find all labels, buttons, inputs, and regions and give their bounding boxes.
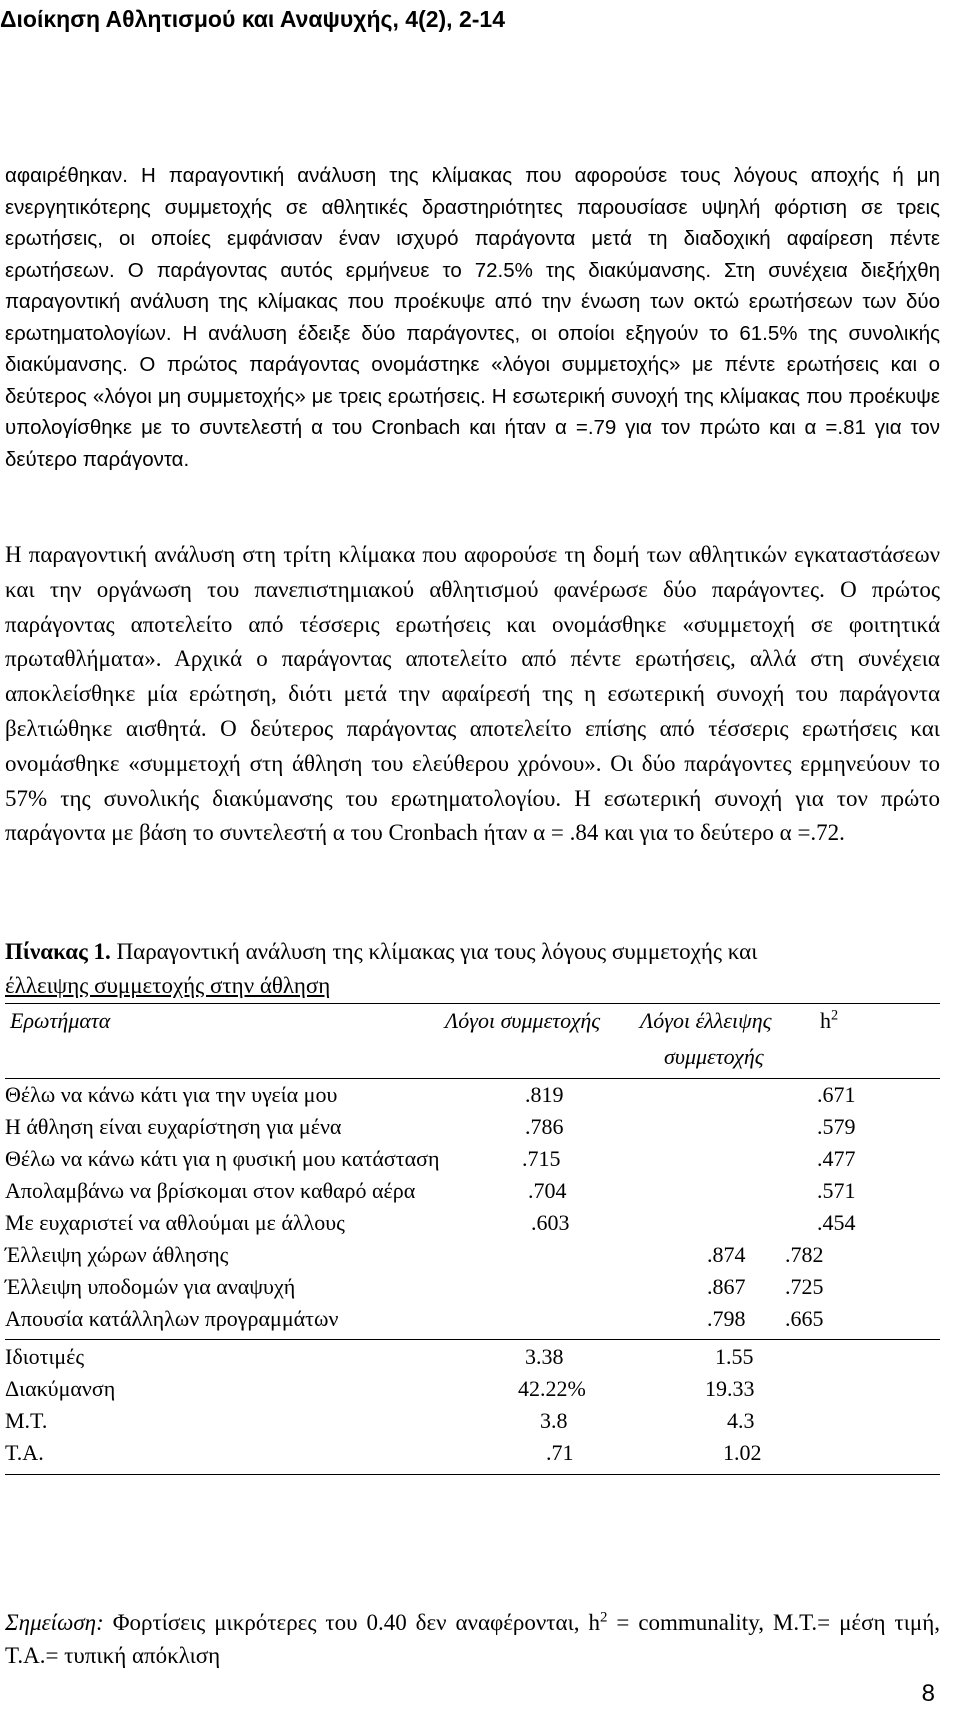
stats-label: Διακύμανση <box>5 1376 116 1401</box>
row-loading-lack: .798 <box>707 1306 746 1331</box>
stats-value-2: 4.3 <box>727 1408 755 1433</box>
table-row <box>5 1082 940 1114</box>
row-question: Έλλειψη χώρων άθλησης <box>5 1242 229 1267</box>
header-h-sup: 2 <box>831 1007 839 1024</box>
stats-label: Τ.Α. <box>5 1440 44 1465</box>
table-top-rule <box>5 1003 940 1004</box>
page-number: 8 <box>921 1680 935 1707</box>
table-caption-label: Πίνακας 1. <box>5 939 111 964</box>
stats-value-1: .71 <box>546 1440 574 1465</box>
row-loading-participation: .603 <box>531 1210 570 1235</box>
row-question: Η άθληση είναι ευχαρίστηση για μένα <box>5 1114 342 1139</box>
row-communality: .671 <box>817 1082 856 1107</box>
row-question: Θέλω να κάνω κάτι για την υγεία μου <box>5 1082 338 1107</box>
row-question: Έλλειψη υποδομών για αναψυχή <box>5 1274 296 1299</box>
stats-value-1: 42.22% <box>518 1376 586 1401</box>
stats-row <box>5 1376 940 1408</box>
journal-header: Διοίκηση Αθλητισμού και Αναψυχής, 4(2), 2-14 <box>0 6 506 32</box>
table-row <box>5 1242 940 1274</box>
note-label: Σημείωση: <box>5 1610 104 1635</box>
header-h: h <box>820 1008 831 1033</box>
table-caption-text-2: έλλειψης συμμετοχής στην άθληση <box>5 973 331 998</box>
note-sup: 2 <box>599 1609 608 1626</box>
stats-value-2: 1.55 <box>715 1344 754 1369</box>
stats-row <box>5 1344 940 1376</box>
note-text-b: = communality, Μ.Τ.= μέση τιμή, Τ.Α.= τυπική απόκλιση <box>5 1610 941 1668</box>
stats-row <box>5 1440 940 1472</box>
table-row <box>5 1210 940 1242</box>
header-participation: Λόγοι συμμετοχής <box>445 1008 601 1033</box>
paragraph-2: Η παραγοντική ανάλυση στη τρίτη κλίμακα που αφορούσε τη δομή των αθλητικών εγκαταστάσεων και την οργάνωση του πανεπιστημιακού αθλητισμού φανέρωσε δύο παράγοντες. Ο πρώτος παράγοντας αποτελείτο από τέσσερις ερωτήσεις και ονομάσθηκε «συμμετοχή σε φοιτητικά πρωταθλήματα». Αρχικά ο παράγοντας αποτελείτο από πέντε ερωτήσεις, αλλά στη συνέχεια αποκλείσθηκε μία ερώτηση, διότι μετά την αφαίρεσή της η εσωτερική συνοχή του παράγοντα βελτιώθηκε αισθητά. Ο δεύτερος παράγοντας αποτελείτο επίσης από τέσσερις ερωτήσεις και ονομάσθηκε «συμμετοχή στη άθληση του ελεύθερου χρόνου». Οι δύο παράγοντες ερμηνεύουν το 57% της συνολικής διακύμανσης του ερωτηματολογίου. Η εσωτερική συνοχή για τον πρώτο παράγοντα με βάση το συντελεστή α του Cronbach ήταν α = .84 και για το δεύτερο α =.72. <box>5 542 940 846</box>
table-row <box>5 1178 940 1210</box>
stats-value-1: 3.38 <box>525 1344 564 1369</box>
table-mid-rule <box>5 1339 940 1340</box>
note-text-a: Φορτίσεις μικρότερες του 0.40 δεν αναφέρονται, h <box>112 1610 600 1635</box>
row-communality: .571 <box>817 1178 856 1203</box>
header-lack-line1: Λόγοι έλλειψης <box>640 1008 772 1033</box>
row-loading-lack: .867 <box>707 1274 746 1299</box>
header-questions: Ερωτήματα <box>10 1008 111 1033</box>
table-row <box>5 1274 940 1306</box>
row-communality: .579 <box>817 1114 856 1139</box>
paragraph-1: αφαιρέθηκαν. Η παραγοντική ανάλυση της κλίμακας που αφορούσε τους λόγους αποχής ή μη ενεργητικότερης συμμετοχής σε αθλητικές δραστηριότητες παρουσίασε υψηλή φόρτιση σε τρεις ερωτήσεις, οι οποίες εμφάνισαν έναν ισχυρό παράγοντα μετά τη διαδοχική αφαίρεση πέντε ερωτήσεων. Ο παράγοντας αυτός ερμήνευε το 72.5% της διακύμανσης. Στη συνέχεια διεξήχθη παραγοντική ανάλυση της κλίμακας που προέκυψε από την ένωση των οκτώ ερωτήσεων των δύο ερωτηματολογίων. Η ανάλυση έδειξε δύο παράγοντες, οι οποίοι εξηγούν το 61.5% της συνολικής διακύμανσης. Ο πρώτος παράγοντας ονομάστηκε «λόγοι συμμετοχής» με πέντε ερωτήσεις και ο δεύτερος «λόγοι μη συμμετοχής» με τρεις ερωτήσεις. Η εσωτερική συνοχή της κλίμακας που προέκυψε υπολογίσθηκε με το συντελεστή α του Cronbach και ήταν α =.79 για τον πρώτο και α =.81 για τον δεύτερο παράγοντα. <box>5 164 940 471</box>
row-loading-participation: .786 <box>525 1114 564 1139</box>
stats-label: Μ.Τ. <box>5 1408 48 1433</box>
table-caption <box>5 935 940 1003</box>
row-communality: .725 <box>785 1274 824 1299</box>
header-lack-line2: συμμετοχής <box>664 1044 764 1069</box>
table-row <box>5 1114 940 1146</box>
row-loading-lack: .874 <box>707 1242 746 1267</box>
table-note <box>5 1606 940 1672</box>
row-question: Θέλω να κάνω κάτι για η φυσική μου κατάσταση <box>5 1146 440 1171</box>
row-communality: .782 <box>785 1242 824 1267</box>
stats-value-2: 1.02 <box>723 1440 762 1465</box>
table-header-rule <box>5 1078 940 1079</box>
row-loading-participation: .704 <box>528 1178 567 1203</box>
stats-value-1: 3.8 <box>540 1408 568 1433</box>
loadings-block <box>5 1082 940 1342</box>
row-communality: .454 <box>817 1210 856 1235</box>
stats-block <box>5 1344 940 1474</box>
row-question: Απολαμβάνω να βρίσκομαι στον καθαρό αέρα <box>5 1178 416 1203</box>
header-h2 <box>820 1008 838 1034</box>
table-header <box>5 1008 940 1078</box>
table-bottom-rule <box>5 1474 940 1475</box>
row-loading-participation: .715 <box>522 1146 561 1171</box>
row-communality: .477 <box>817 1146 856 1171</box>
table-row <box>5 1146 940 1178</box>
row-question: Απουσία κατάλληλων προγραμμάτων <box>5 1306 339 1331</box>
table-caption-text: Παραγοντική ανάλυση της κλίμακας για τους λόγους συμμετοχής και <box>116 939 758 964</box>
row-loading-participation: .819 <box>525 1082 564 1107</box>
table-row <box>5 1306 940 1338</box>
stats-label: Ιδιοτιμές <box>5 1344 85 1369</box>
row-communality: .665 <box>785 1306 824 1331</box>
stats-value-2: 19.33 <box>705 1376 755 1401</box>
row-question: Με ευχαριστεί να αθλούμαι με άλλους <box>5 1210 345 1235</box>
stats-row <box>5 1408 940 1440</box>
